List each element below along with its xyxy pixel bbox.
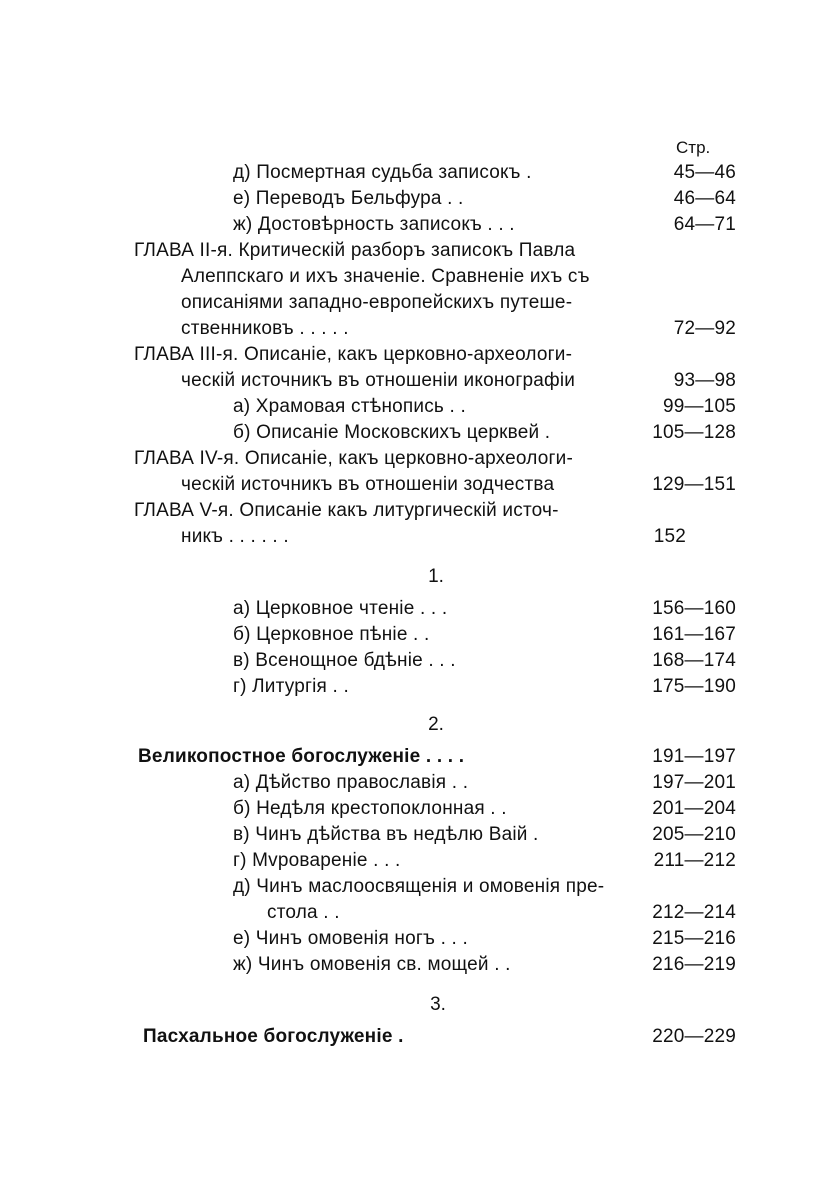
toc-entry: [233, 928, 736, 956]
toc-entry: [233, 650, 736, 678]
entry-title: ж) Чинъ омовенія св. мощей . .: [233, 954, 511, 975]
entry-pages: 45—46: [673, 162, 736, 183]
entry-pages: 99—105: [662, 396, 736, 417]
entry-title: г) Литургія . .: [233, 676, 349, 697]
chapter-line: ческій источникъ въ отношеніи иконографіи 93—98: [181, 370, 736, 391]
chapter-heading: ГЛАВА II-я. Критическій разборъ записокъ Павла: [134, 240, 576, 261]
toc-entry: [233, 772, 736, 800]
entry-pages: 191—197: [652, 746, 736, 767]
entry-title: б) Церковное пѣніе . .: [233, 624, 430, 645]
entry-pages: 211—212: [653, 850, 736, 871]
chapter-heading: ГЛАВА IV-я. Описаніе, какъ церковно-археологи-: [134, 448, 574, 469]
section-number: 1.: [428, 566, 444, 587]
toc-entry: [233, 624, 736, 652]
entry-pages: 201—204: [652, 798, 736, 819]
entry-title: б) Описаніе Московскихъ церквей .: [233, 422, 551, 443]
toc-entry: [233, 214, 736, 242]
entry-pages: 216—219: [652, 954, 736, 975]
entry-pages: 129—151: [652, 474, 736, 495]
entry-pages: 46—64: [673, 188, 736, 209]
toc-entry: [233, 396, 736, 424]
entry-title: е) Чинъ омовенія ногъ . . .: [233, 928, 468, 949]
entry-title: стола . .: [267, 902, 340, 923]
chapter-line: ческій источникъ въ отношеніи зодчества 129—151: [181, 474, 736, 495]
entry-pages: 197—201: [652, 772, 736, 793]
entry-pages: 93—98: [673, 370, 736, 391]
chapter-line: ственниковъ . . . . . 72—92: [181, 318, 736, 339]
entry-pages: 212—214: [652, 902, 736, 923]
chapter-line: никъ . . . . . . 152: [181, 526, 686, 547]
entry-pages: 161—167: [652, 624, 736, 645]
entry-title: а) Храмовая стѣнопись . .: [233, 396, 466, 417]
entry-title: а) Церковное чтеніе . . .: [233, 598, 448, 619]
entry-title: д) Чинъ маслоосвященія и омовенія пре-: [233, 876, 605, 897]
toc-entry: [233, 598, 736, 626]
entry-title: а) Дѣйство православія . .: [233, 772, 469, 793]
toc-entry: [233, 422, 736, 450]
entry-pages: 156—160: [652, 598, 736, 619]
section-number: 2.: [428, 714, 444, 735]
entry-pages: 220—229: [652, 1026, 736, 1047]
toc-entry: [233, 850, 736, 878]
entry-title: ж) Достовѣрность записокъ . . .: [233, 214, 515, 235]
section-heading: [143, 1026, 736, 1054]
entry-title: г) Мvровареніе . . .: [233, 850, 401, 871]
chapter-heading: ГЛАВА V-я. Описаніе какъ литургическій источ-: [134, 500, 559, 521]
entry-pages: 105—128: [652, 422, 736, 443]
section-number: 3.: [430, 994, 446, 1015]
chapter-line: Алеппскаго и ихъ значеніе. Сравненіе ихъ съ: [181, 266, 590, 287]
section-heading: [138, 746, 736, 774]
toc-entry: [233, 676, 736, 704]
entry-pages: 64—71: [673, 214, 736, 235]
chapter-line: описаніями западно-европейскихъ путеше-: [181, 292, 573, 313]
entry-pages: 175—190: [652, 676, 736, 697]
toc-entry: [233, 876, 736, 904]
entry-title: е) Переводъ Бельфура . .: [233, 188, 464, 209]
entry-title: Великопостное богослуженіе . . . .: [138, 746, 465, 767]
entry-title: б) Недѣля крестопоклонная . .: [233, 798, 507, 819]
page-column-label: Стр.: [676, 138, 711, 157]
toc-entry: [233, 798, 736, 826]
entry-pages: 152: [653, 526, 686, 547]
entry-title: Пасхальное богослуженіе .: [143, 1026, 404, 1047]
toc-entry: [233, 188, 736, 216]
chapter-heading: ГЛАВА III-я. Описаніе, какъ церковно-археологи-: [134, 344, 573, 365]
toc-entry: [233, 162, 736, 190]
toc-entry: [233, 824, 736, 852]
entry-pages: 215—216: [652, 928, 736, 949]
entry-pages: 205—210: [652, 824, 736, 845]
toc-entry-continuation: [267, 902, 736, 930]
entry-title: д) Посмертная судьба записокъ .: [233, 162, 532, 183]
entry-pages: 168—174: [652, 650, 736, 671]
toc-entry: [233, 954, 736, 982]
entry-title: в) Чинъ дѣйства въ недѣлю Ваій .: [233, 824, 539, 845]
entry-pages: 72—92: [673, 318, 736, 339]
entry-title: в) Всенощное бдѣніе . . .: [233, 650, 456, 671]
